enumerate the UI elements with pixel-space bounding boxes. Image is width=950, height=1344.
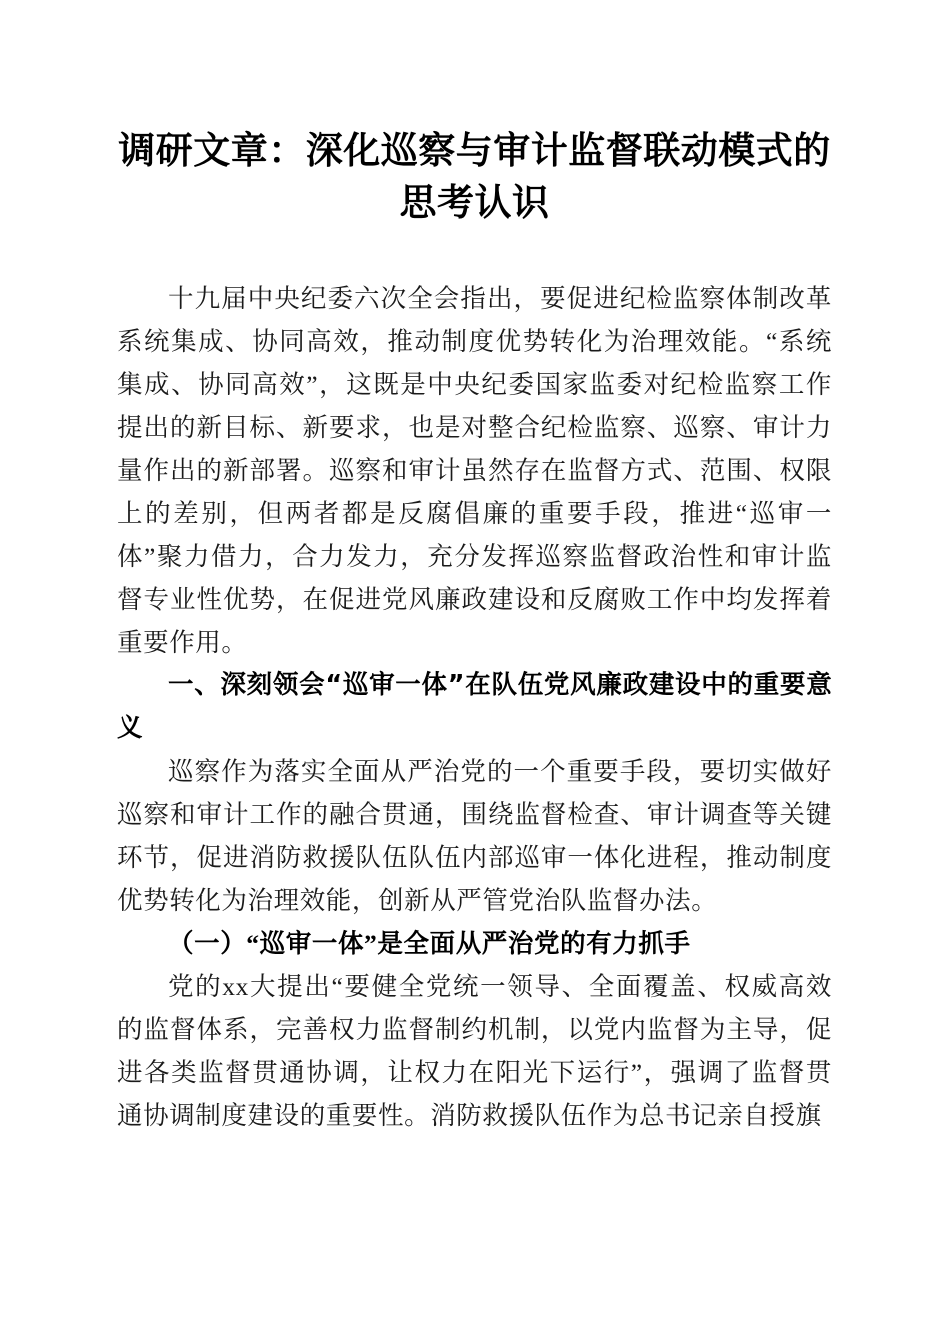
body-paragraph-3: 党的xx大提出“要健全党统一领导、全面覆盖、权威高效的监督体系，完善权力监督制约机制，以党内监督为主导，促进各类监督贯通协调，让权力在阳光下运行”，强调了监督贯通协调制度建设的重要性。消防救援队伍作为总书记亲自授旗 <box>117 972 832 1130</box>
body-paragraph-1: 十九届中央纪委六次全会指出，要促进纪检监察体制改革系统集成、协同高效，推动制度优势转化为治理效能。“系统集成、协同高效”，这既是中央纪委国家监委对纪检监察工作提出的新目标、新要求，也是对整合纪检监察、巡察、审计力量作出的新部署。巡察和审计虽然存在监督方式、范围、权限上的差别，但两者都是反腐倡廉的重要手段，推进“巡审一体”聚力借力，合力发力，充分发挥巡察监督政治性和审计监督专业性优势，在促进党风廉政建设和反腐败工作中均发挥着重要作用。 <box>117 284 832 657</box>
subsection-heading-1: （一）“巡审一体”是全面从严治党的有力抓手 <box>168 929 691 958</box>
document-content-column <box>117 0 832 1137</box>
body-paragraph-2: 巡察作为落实全面从严治党的一个重要手段，要切实做好巡察和审计工作的融合贯通，围绕监督检查、审计调查等关键环节，促进消防救援队伍队伍内部巡审一体化进程，推动制度优势转化为治理效能，创新从严管党治队监督办法。 <box>117 757 832 915</box>
page-title: 调研文章：深化巡察与审计监督联动模式的思考认识 <box>118 131 831 224</box>
section-heading-1: 一、深刻领会“巡审一体”在队伍党风廉政建设中的重要意义 <box>117 670 832 743</box>
